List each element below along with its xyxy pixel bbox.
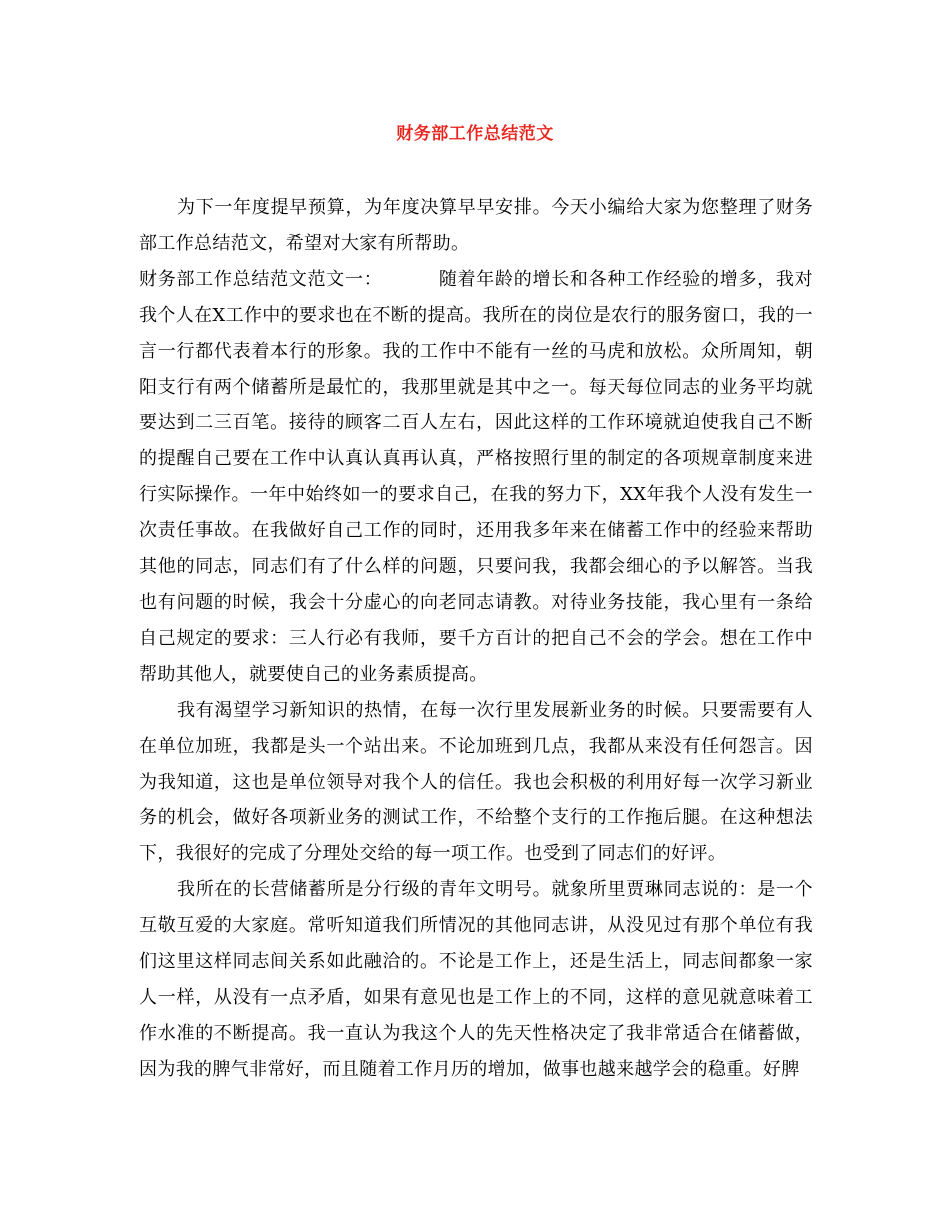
paragraph-2: 我有渴望学习新知识的热情，在每一次行里发展新业务的时候。只要需要有人在单位加班，我都是头一个站出来。不论加班到几点，我都从来没有任何怨言。因为我知道，这也是单位领导对我个人的信任。我也会积极的利用好每一次学习新业务的机会，做好各项新业务的测试工作，不给整个支行的工作拖后腿。在这种想法下，我很好的完成了分理处交给的每一项工作。也受到了同志们的好评。: [139, 699, 813, 865]
section-label: 财务部工作总结范文范文一：: [139, 268, 383, 290]
paragraph-3: 我所在的长营储蓄所是分行级的青年文明号。就象所里贾琳同志说的：是一个互敬互爱的大家庭。常听知道我们所情况的其他同志讲，从没见过有那个单位有我们这里这样同志间关系如此融洽的。不论是工作上，还是生活上，同志间都象一家人一样，从没有一点矛盾，如果有意见也是工作上的不同，这样的意见就意味着工作水准的不断提高。我一直认为我这个人的先天性格决定了我非常适合在储蓄做，因为我的脾气非常好，而且随着工作月历的增加，做事也越来越学会的稳重。好脾: [139, 879, 813, 1080]
section-paragraph: [139, 262, 813, 693]
intro-paragraph: 为下一年度提早预算，为年度决算早早安排。今天小编给大家为您整理了财务部工作总结范文，希望对大家有所帮助。: [139, 197, 813, 254]
document-title: 财务部工作总结范文: [396, 124, 554, 144]
paragraph-1-text: 随着年龄的增长和各种工作经验的增多，我对我个人在X工作中的要求也在不断的提高。我所在的岗位是农行的服务窗口，我的一言一行都代表着本行的形象。我的工作中不能有一丝的马虎和放松。众所周知，朝阳支行有两个储蓄所是最忙的，我那里就是其中之一。每天每位同志的业务平均就要达到二三百笔。接待的顾客二百人左右，因此这样的工作环境就迫使我自己不断的提醒自己要在工作中认真认真再认真，严格按照行里的制定的各项规章制度来进行实际操作。一年中始终如一的要求自己，在我的努力下，XX年我个人没有发生一次责任事故。在我做好自己工作的同时，还用我多年来在储蓄工作中的经验来帮助其他的同志，同志们有了什么样的问题，只要问我，我都会细心的予以解答。当我也有问题的时候，我会十分虚心的向老同志请教。对待业务技能，我心里有一条给自己规定的要求：三人行必有我师，要千方百计的把自己不会的学会。想在工作中帮助其他人，就要使自己的业务素质提高。: [139, 268, 813, 685]
document-body: [139, 190, 813, 1088]
